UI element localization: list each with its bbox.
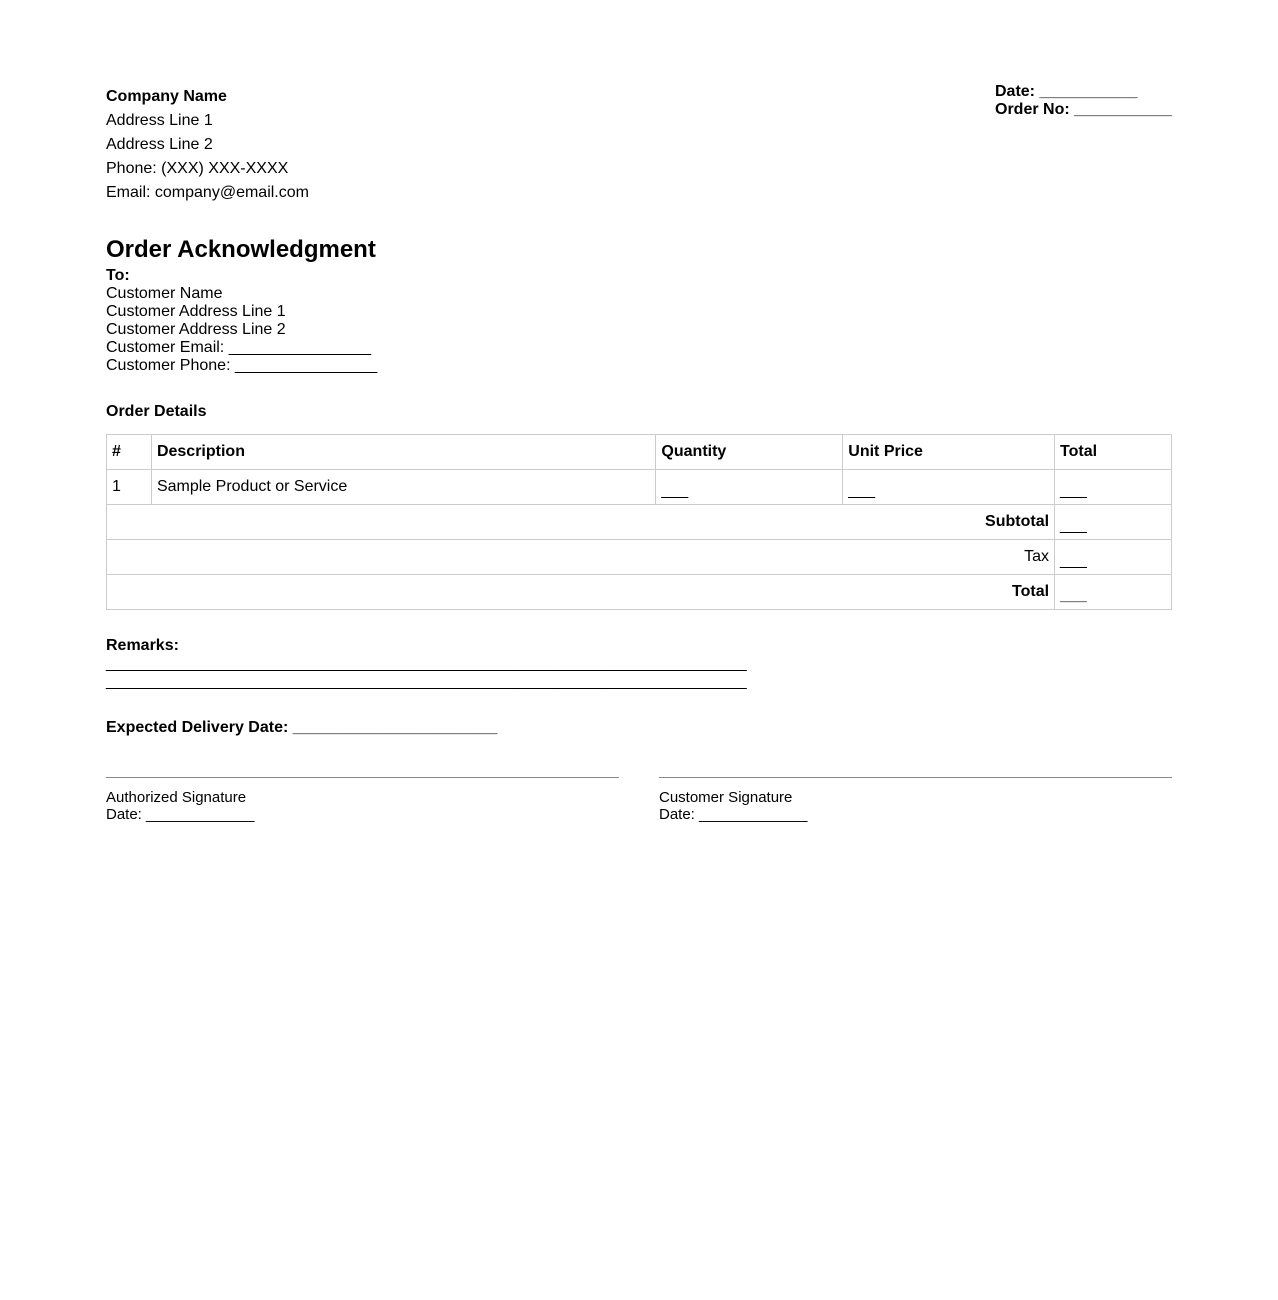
company-address-line-1: Address Line 1 <box>106 112 213 129</box>
item-unit-price <box>843 470 1055 505</box>
order-items-table <box>106 434 1172 610</box>
remarks-section <box>106 637 747 691</box>
customer-signature-line <box>659 777 1172 778</box>
item-total <box>1055 470 1172 505</box>
subtotal-row <box>107 505 1172 540</box>
subtotal-value <box>1055 505 1172 540</box>
item-quantity-blank: ___ <box>661 482 689 499</box>
total-row <box>107 575 1172 610</box>
company-address-line-2: Address Line 2 <box>106 136 213 153</box>
remarks-label: Remarks: <box>106 637 179 654</box>
company-info <box>106 85 309 205</box>
page-title: Order Acknowledgment <box>106 236 376 263</box>
total-blank: ___ <box>1060 587 1087 604</box>
tax-row <box>107 540 1172 575</box>
item-description: Sample Product or Service <box>151 470 655 505</box>
column-header-quantity: Quantity <box>656 435 843 470</box>
customer-signature-block <box>659 777 1172 823</box>
recipient-block <box>106 267 377 375</box>
total-value <box>1055 575 1172 610</box>
customer-address-line-2: Customer Address Line 2 <box>106 321 286 338</box>
tax-value <box>1055 540 1172 575</box>
order-details-heading: Order Details <box>106 403 207 420</box>
customer-email-field: Customer Email: ________________ <box>106 339 372 356</box>
authorized-signature-line <box>106 777 619 778</box>
recipient-label: To: <box>106 267 130 284</box>
authorized-signature-date: Date: _____________ <box>106 806 255 823</box>
order-date-field: Date: ___________ <box>995 83 1138 100</box>
company-name: Company Name <box>106 88 227 105</box>
item-quantity <box>656 470 843 505</box>
order-meta <box>995 83 1172 119</box>
column-header-number: # <box>107 435 152 470</box>
table-row <box>107 470 1172 505</box>
customer-phone-field: Customer Phone: ________________ <box>106 357 378 374</box>
table-header-row <box>107 435 1172 470</box>
customer-name: Customer Name <box>106 285 223 302</box>
remarks-line-2: ________________________________________________________________________ <box>106 673 747 690</box>
column-header-unit-price: Unit Price <box>843 435 1055 470</box>
tax-label: Tax <box>107 540 1055 575</box>
column-header-total: Total <box>1055 435 1172 470</box>
item-number: 1 <box>107 470 152 505</box>
tax-blank: ___ <box>1060 552 1087 569</box>
customer-signature-label: Customer Signature <box>659 789 793 806</box>
item-unit-price-blank: ___ <box>848 482 875 499</box>
company-phone: Phone: (XXX) XXX-XXXX <box>106 160 289 177</box>
subtotal-blank: ___ <box>1060 517 1087 534</box>
item-total-blank: ___ <box>1060 482 1087 499</box>
remarks-line-1: ________________________________________________________________________ <box>106 655 747 672</box>
company-email: Email: company@email.com <box>106 184 309 201</box>
expected-delivery-date-field: Expected Delivery Date: _______________________ <box>106 719 498 736</box>
authorized-signature-label: Authorized Signature <box>106 789 247 806</box>
order-number-field: Order No: ___________ <box>995 101 1172 118</box>
column-header-description: Description <box>151 435 655 470</box>
subtotal-label: Subtotal <box>107 505 1055 540</box>
customer-address-line-1: Customer Address Line 1 <box>106 303 286 320</box>
total-label: Total <box>107 575 1055 610</box>
authorized-signature-block <box>106 777 619 823</box>
customer-signature-date: Date: _____________ <box>659 806 808 823</box>
